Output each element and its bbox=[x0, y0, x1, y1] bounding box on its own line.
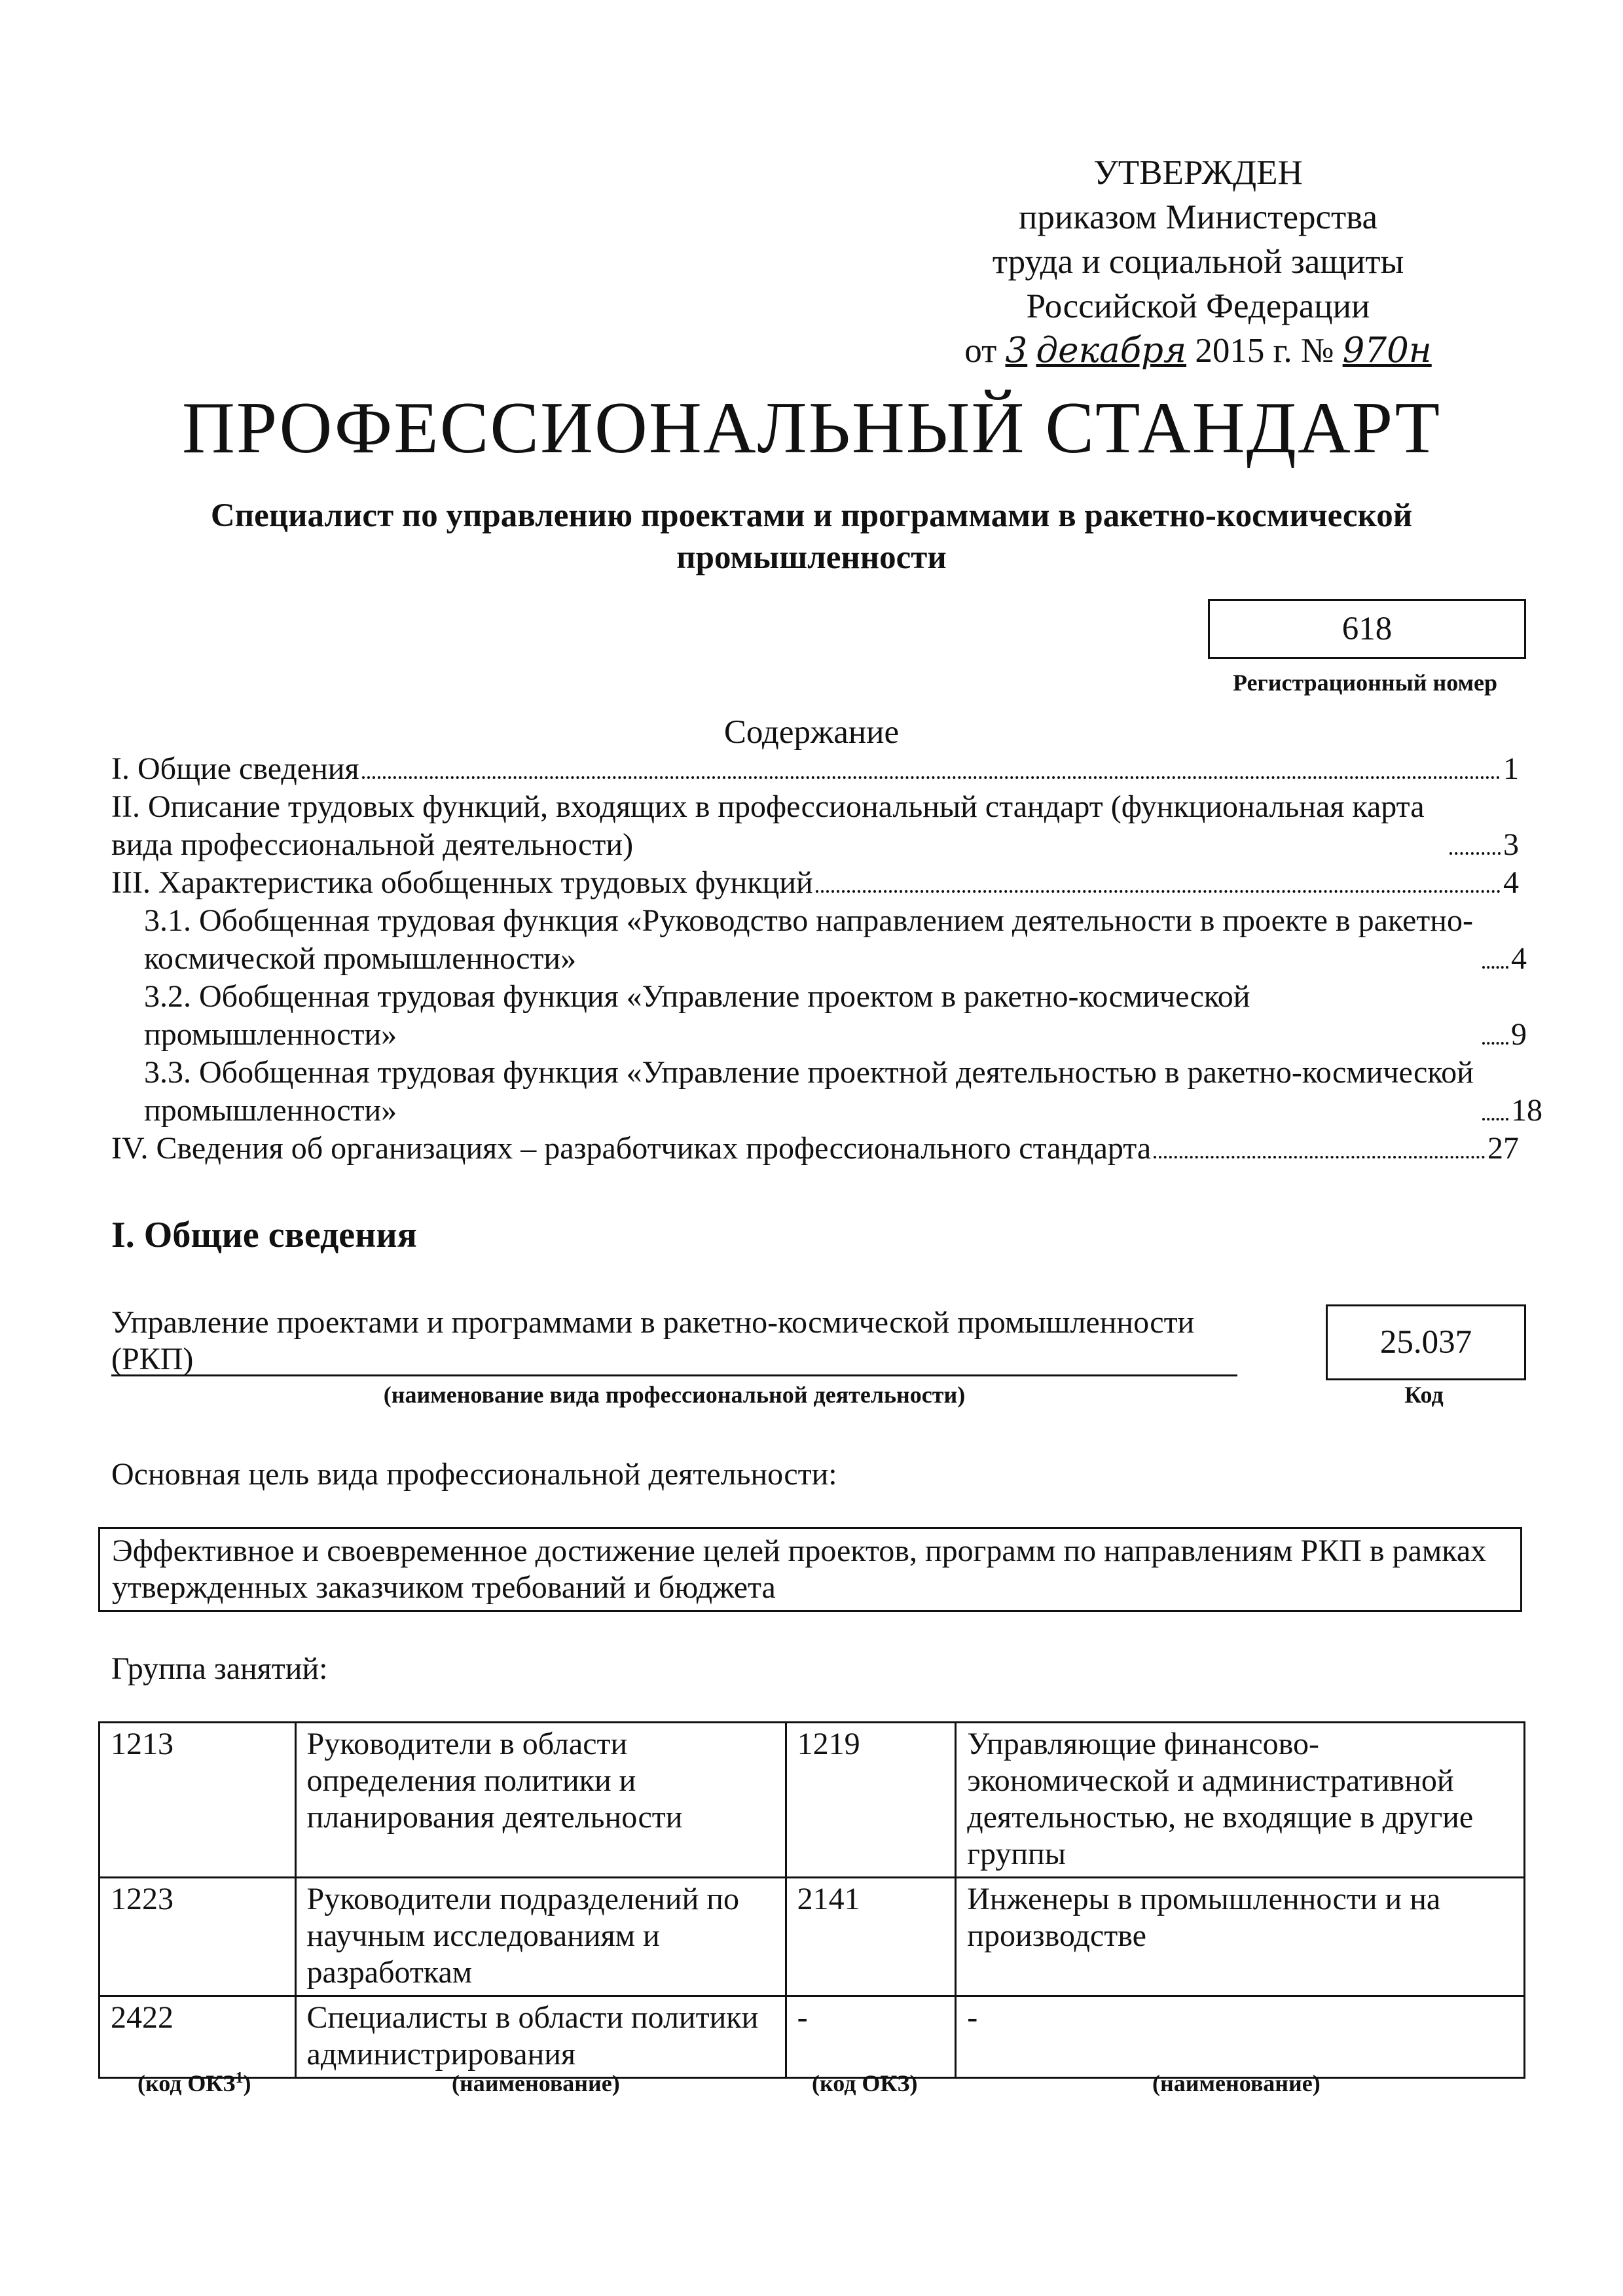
toc-leader bbox=[816, 890, 1501, 893]
date-day: 3 bbox=[1005, 331, 1028, 370]
footnote-mark[interactable]: 1 bbox=[235, 2070, 244, 2087]
toc-leader bbox=[362, 776, 1501, 779]
toc-item-page: 3 bbox=[1503, 827, 1519, 862]
approval-block bbox=[903, 151, 1493, 373]
approval-line-4: Российской Федерации bbox=[1026, 287, 1370, 325]
occupation-group-label: Группа занятий: bbox=[111, 1651, 328, 1686]
footer-code-okz-1-text: (код ОКЗ bbox=[137, 2070, 236, 2096]
okz-name: Руководители подразделений по научным исследованиям и разработкам bbox=[295, 1878, 786, 1996]
toc-item-text: I. Общие сведения bbox=[111, 751, 359, 786]
table-row bbox=[100, 1723, 1525, 1878]
registration-number: 618 bbox=[1341, 611, 1393, 647]
toc-leader bbox=[1154, 1156, 1485, 1158]
toc-item[interactable] bbox=[111, 750, 1519, 788]
toc-item-text: 3.1. Обобщенная трудовая функция «Руководство направлением деятельности в проекте в ракетно-космической промышленности» bbox=[144, 903, 1473, 976]
registration-number-box bbox=[1208, 599, 1526, 659]
footer-name-2: (наименование) bbox=[1152, 2070, 1321, 2096]
okz-code: 2422 bbox=[100, 1996, 296, 2078]
toc-item-page: 1 bbox=[1503, 751, 1519, 786]
order-number: 970н bbox=[1342, 331, 1432, 370]
okz-name: Управляющие финансово-экономической и административной деятельностью, не входящие в другие группы bbox=[956, 1723, 1525, 1878]
toc-heading: Содержание bbox=[723, 714, 900, 751]
footer-code-okz-1: (код ОКЗ$^1$) bbox=[137, 2070, 251, 2096]
toc-leader bbox=[1450, 852, 1501, 855]
toc-leader bbox=[1482, 966, 1508, 969]
date-year: 2015 г. № bbox=[1195, 332, 1334, 370]
approval-line-3: труда и социальной защиты bbox=[992, 243, 1404, 281]
okz-code: - bbox=[786, 1996, 956, 2078]
approval-line-1: УТВЕРЖДЕН bbox=[1093, 154, 1303, 192]
goal-text: Эффективное и своевременное достижение целей проектов, программ по направлениям РКП в рамках утвержденных заказчиком требований и бюджета bbox=[112, 1534, 1487, 1605]
footer-code-okz-2: (код ОКЗ) bbox=[812, 2070, 918, 2096]
footer-name-1: (наименование) bbox=[452, 2070, 620, 2096]
okz-code: 1223 bbox=[100, 1878, 296, 1996]
table-row bbox=[100, 1878, 1525, 1996]
activity-name: Управление проектами и программами в ракетно-космической промышленности (РКП) bbox=[111, 1305, 1195, 1376]
activity-code-box bbox=[1326, 1304, 1526, 1380]
toc-item-text: III. Характеристика обобщенных трудовых функций bbox=[111, 865, 813, 900]
approval-line-2: приказом Министерства bbox=[1018, 198, 1378, 236]
section-title: I. Общие сведения bbox=[111, 1215, 417, 1255]
toc-item[interactable] bbox=[111, 864, 1519, 902]
toc-item-page: 4 bbox=[1503, 865, 1519, 900]
toc-item-text: IV. Сведения об организациях – разработчиках профессионального стандарта bbox=[111, 1131, 1152, 1166]
toc-item[interactable] bbox=[111, 1054, 1542, 1130]
date-prefix: от bbox=[964, 332, 997, 370]
approval-date-line bbox=[903, 329, 1493, 373]
okz-name: - bbox=[956, 1996, 1525, 2078]
document-title: ПРОФЕССИОНАЛЬНЫЙ СТАНДАРТ bbox=[182, 387, 1441, 469]
okz-code: 2141 bbox=[786, 1878, 956, 1996]
table-row bbox=[100, 1996, 1525, 2078]
toc-item[interactable] bbox=[111, 978, 1527, 1054]
goal-box bbox=[98, 1527, 1522, 1612]
table-of-contents bbox=[111, 750, 1542, 1168]
code-label: Код bbox=[1404, 1382, 1444, 1408]
document-subtitle: Специалист по управлению проектами и программами в ракетно-космической промышленности bbox=[210, 497, 1413, 576]
toc-item-text: 3.3. Обобщенная трудовая функция «Управление проектной деятельностью в ракетно-космической промышленности» bbox=[144, 1055, 1474, 1128]
toc-item-page: 4 bbox=[1511, 941, 1527, 976]
toc-leader bbox=[1482, 1118, 1508, 1121]
toc-item[interactable] bbox=[111, 788, 1519, 864]
toc-item[interactable] bbox=[111, 1130, 1519, 1168]
activity-caption: (наименование вида профессиональной деятельности) bbox=[383, 1382, 966, 1408]
okz-name: Специалисты в области политики администрирования bbox=[295, 1996, 786, 2078]
toc-leader bbox=[1482, 1042, 1508, 1045]
toc-item[interactable] bbox=[111, 902, 1527, 978]
toc-item-page: 9 bbox=[1511, 1017, 1527, 1052]
toc-item-text: II. Описание трудовых функций, входящих в профессиональный стандарт (функциональная карта вида профессиональной деятельности) bbox=[111, 789, 1425, 862]
registration-label: Регистрационный номер bbox=[1232, 670, 1498, 696]
occupation-table bbox=[98, 1721, 1525, 2079]
okz-code: 1213 bbox=[100, 1723, 296, 1878]
activity-code: 25.037 bbox=[1379, 1324, 1472, 1361]
okz-name: Руководители в области определения политики и планирования деятельности bbox=[295, 1723, 786, 1878]
date-month: декабря bbox=[1036, 331, 1187, 370]
toc-item-text: 3.2. Обобщенная трудовая функция «Управление проектом в ракетно-космической промышленности» bbox=[144, 979, 1250, 1052]
okz-name: Инженеры в промышленности и на производстве bbox=[956, 1878, 1525, 1996]
toc-item-page: 27 bbox=[1487, 1131, 1519, 1166]
okz-code: 1219 bbox=[786, 1723, 956, 1878]
toc-item-page: 18 bbox=[1511, 1093, 1542, 1128]
activity-underline bbox=[111, 1374, 1237, 1376]
goal-label: Основная цель вида профессиональной деятельности: bbox=[111, 1457, 837, 1492]
